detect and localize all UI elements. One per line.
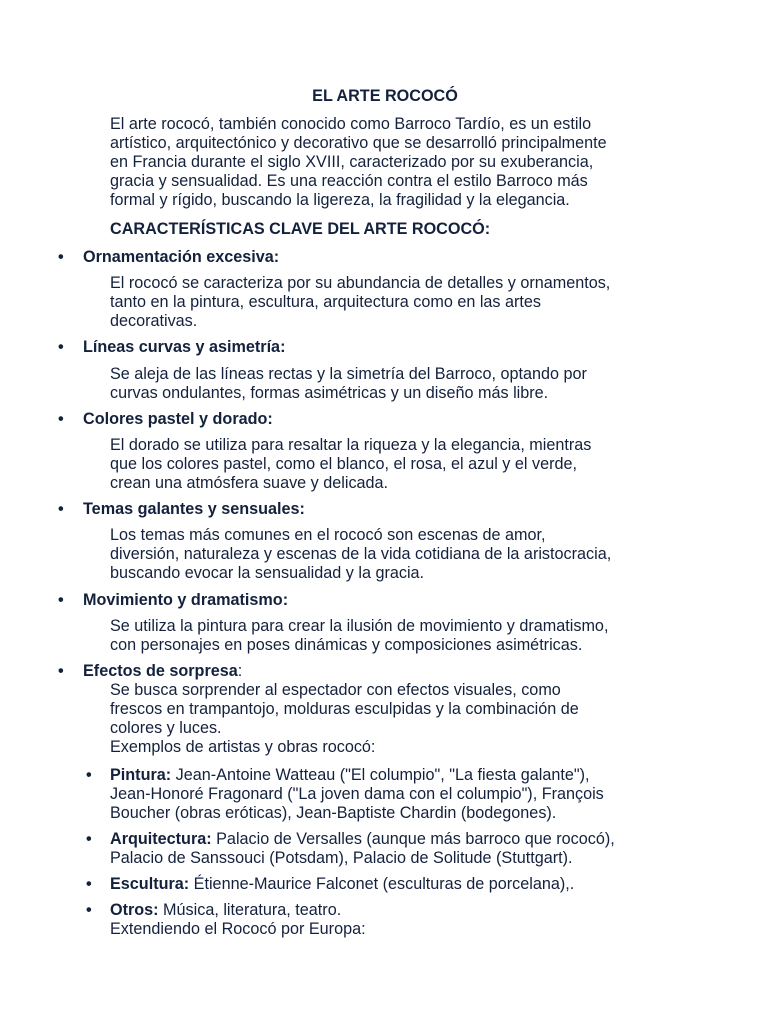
- example-line: Boucher (obras eróticas), Jean-Baptiste Chardin (bodegones).: [110, 804, 557, 822]
- bullet-icon: •: [86, 830, 92, 848]
- feature-line: que los colores pastel, como el blanco, el rosa, el azul y el verde,: [110, 455, 577, 473]
- feature-heading: Líneas curvas y asimetría:: [83, 338, 286, 356]
- example-item: [110, 830, 690, 868]
- example-label: Escultura:: [110, 875, 190, 893]
- example-label: Arquitectura:: [110, 830, 212, 848]
- example-text: Jean-Antoine Watteau ("El columpio", "La fiesta galante"),: [171, 766, 590, 784]
- bullet-icon: •: [58, 410, 64, 428]
- feature-heading: Temas galantes y sensuales:: [83, 500, 305, 518]
- feature-line: curvas ondulantes, formas asimétricas y un diseño más libre.: [110, 384, 549, 402]
- intro-line: en Francia durante el siglo XVIII, caracterizado por su exuberancia,: [110, 153, 594, 171]
- page-title: EL ARTE ROCOCÓ: [312, 87, 458, 105]
- feature-line: El rococó se caracteriza por su abundancia de detalles y ornamentos,: [110, 274, 611, 292]
- example-line: [110, 901, 690, 920]
- example-label: Pintura:: [110, 766, 172, 784]
- intro-line: formal y rígido, buscando la ligereza, la fragilidad y la elegancia.: [110, 191, 570, 209]
- feature-line: diversión, naturaleza y escenas de la vida cotidiana de la aristocracia,: [110, 545, 612, 563]
- example-line: [110, 766, 690, 785]
- example-line: [110, 830, 690, 849]
- feature-heading-colon: :: [237, 662, 243, 680]
- feature-heading: [83, 662, 242, 681]
- example-item: [110, 875, 690, 894]
- feature-line: tanto en la pintura, escultura, arquitectura como en las artes: [110, 293, 542, 311]
- feature-heading: Movimiento y dramatismo:: [83, 591, 289, 609]
- bullet-icon: •: [86, 766, 92, 784]
- section-heading: CARACTERÍSTICAS CLAVE DEL ARTE ROCOCÓ:: [110, 220, 491, 238]
- example-text: Palacio de Versalles (aunque más barroco que rococó),: [211, 830, 615, 848]
- example-text: Música, literatura, teatro.: [158, 901, 342, 919]
- feature-description: [110, 617, 690, 655]
- feature-line: Los temas más comunes en el rococó son escenas de amor,: [110, 526, 546, 544]
- bullet-icon: •: [58, 662, 64, 680]
- intro-line: gracia y sensualidad. Es una reacción contra el estilo Barroco más: [110, 172, 588, 190]
- intro-paragraph: [110, 115, 690, 210]
- feature-heading: Ornamentación excesiva:: [83, 248, 280, 266]
- bullet-icon: •: [86, 901, 92, 919]
- example-line: [110, 875, 690, 894]
- feature-line: Exemplos de artistas y obras rococó:: [110, 738, 376, 756]
- feature-heading-text: Efectos de sorpresa: [83, 662, 238, 680]
- feature-line: Se busca sorprender al espectador con efectos visuales, como: [110, 681, 561, 699]
- feature-line: buscando evocar la sensualidad y la gracia.: [110, 564, 425, 582]
- example-item: [110, 901, 690, 939]
- example-label: Otros:: [110, 901, 159, 919]
- bullet-icon: •: [86, 875, 92, 893]
- feature-line: colores y luces.: [110, 719, 222, 737]
- feature-line: crean una atmósfera suave y delicada.: [110, 474, 389, 492]
- example-text: Étienne-Maurice Falconet (esculturas de porcelana),.: [189, 875, 575, 893]
- feature-heading: Colores pastel y dorado:: [83, 410, 273, 428]
- example-line: Extendiendo el Rococó por Europa:: [110, 920, 366, 938]
- bullet-icon: •: [58, 248, 64, 266]
- bullet-icon: •: [58, 338, 64, 356]
- feature-description: [110, 365, 690, 403]
- feature-description: [110, 274, 690, 331]
- feature-line: Se utiliza la pintura para crear la ilusión de movimiento y dramatismo,: [110, 617, 609, 635]
- example-item: [110, 766, 690, 823]
- bullet-icon: •: [58, 500, 64, 518]
- feature-description: [110, 436, 690, 493]
- feature-line: con personajes en poses dinámicas y composiciones asimétricas.: [110, 636, 583, 654]
- feature-description: [110, 681, 690, 757]
- feature-line: frescos en trampantojo, molduras esculpidas y la combinación de: [110, 700, 579, 718]
- feature-line: El dorado se utiliza para resaltar la riqueza y la elegancia, mientras: [110, 436, 592, 454]
- example-line: Jean-Honoré Fragonard ("La joven dama con el columpio"), François: [110, 785, 604, 803]
- feature-line: decorativas.: [110, 312, 198, 330]
- feature-line: Se aleja de las líneas rectas y la simetría del Barroco, optando por: [110, 365, 587, 383]
- feature-description: [110, 526, 690, 583]
- bullet-icon: •: [58, 591, 64, 609]
- intro-line: artístico, arquitectónico y decorativo que se desarrolló principalmente: [110, 134, 607, 152]
- example-line: Palacio de Sanssouci (Potsdam), Palacio de Solitude (Stuttgart).: [110, 849, 573, 867]
- intro-line: El arte rococó, también conocido como Barroco Tardío, es un estilo: [110, 115, 592, 133]
